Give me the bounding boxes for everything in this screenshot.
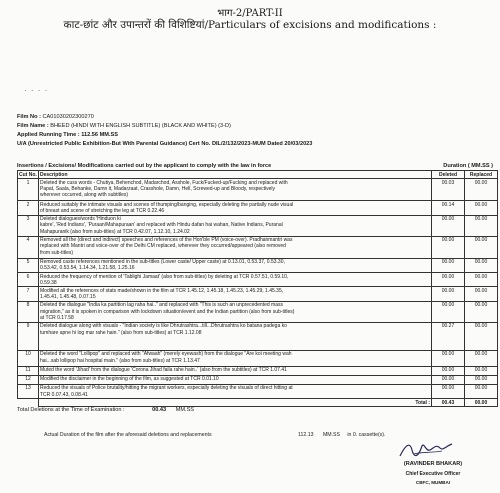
total-deletions-line — [17, 407, 194, 413]
cert-type: U/A (Unrestricted Public Exhibition-But With Parental Guidance) Cert No. — [17, 141, 211, 147]
cut-no-cell: 3 — [18, 215, 39, 236]
description-cell: Modified all the references of stats made/shown in the film at TCR 1.45.12, 1.45.18, 1.45.23, 1.45.29, 1.45.35, 1.45.41, 1.45.48, 0.07.15 — [39, 287, 432, 301]
description-cell: Removed all the (direct and indirect) speeches and references of the Hon'ble PM (voice-over). Pradhanmantri was replaced with Mantri and voice-over of the Delhi CM replaced, wherever they occurred/appeared (also removed from sub-titles) — [39, 236, 432, 258]
description-cell: Reduced suitably the intimate visuals and scenes of thumping/banging, especially deleting the partially nude visual of breast and scene of stretching the leg at TCR 0.22.46 — [39, 201, 432, 215]
replaced-cell: 00.00 — [465, 322, 498, 350]
actual-duration-values — [298, 432, 385, 438]
section-heading: काट-छांट और उपान्तरों की विशिष्टियां/Particulars of excisions and modifications : — [63, 19, 437, 31]
part-heading: भाग-2/PART-II — [217, 8, 283, 19]
deleted-cell: 00.27 — [432, 322, 465, 350]
replaced-cell: 00.00 — [465, 215, 498, 236]
total-deletions-unit: MM.SS — [175, 407, 195, 413]
cert-line — [17, 141, 312, 147]
replaced-cell: 00.00 — [465, 350, 498, 366]
description-cell: Deleted the cuss words - Chutiya, Behenchod, Madarchod, Asshole, Fuck/Fucked-up/Fucking and replaced with Papat, Saala, Behanke, Damn it, Madarzaat, Crasshole, Damn, Hell, Screwed-up and Bloody, respectively wherever occurred, along with subtitles) — [39, 179, 432, 201]
col-description: Description — [39, 171, 432, 179]
deleted-cell: 00.00 — [432, 258, 465, 272]
signatory-name: (RAVINDER BHAKAR) — [403, 461, 463, 467]
cut-no-cell: 8 — [18, 301, 39, 322]
deleted-cell: 00.00 — [432, 350, 465, 366]
actual-duration-value: 112.13 — [298, 432, 314, 438]
cut-no-cell: 1 — [18, 179, 39, 201]
excisions-table — [17, 170, 498, 407]
table-row — [18, 322, 498, 350]
table-row — [18, 201, 498, 215]
running-time-label: Applied Running Time : — [17, 132, 80, 138]
film-name-line — [17, 123, 231, 129]
table-row — [18, 215, 498, 236]
signature-block — [388, 446, 478, 486]
running-time-value: 112.56 MM.SS — [81, 132, 118, 138]
description-cell: Deleted the dialogue "India ka partition lag raha hai.." and replaced with "This is such an unprecedented mass migration," as it is spoken in comparison with lockdown situation/event and the Indian partition (also from sub-titles) at TCR 0.17.58 — [39, 301, 432, 322]
table-header-row — [18, 171, 498, 179]
replaced-cell: 00.00 — [465, 366, 498, 375]
col-cut-no: Cut No. — [19, 171, 37, 178]
table-row — [18, 366, 498, 375]
deleted-cell: 00.00 — [432, 287, 465, 301]
cut-no-cell: 9 — [18, 322, 39, 350]
film-no-value: CA01030202300270 — [42, 114, 94, 120]
total-spacer-cell — [18, 399, 39, 407]
table-row — [18, 179, 498, 201]
deleted-cell: 00.00 — [432, 384, 465, 398]
cert-no: DIL/2/132/2023-MUM — [211, 141, 266, 147]
description-cell: Reduced the visuals of Police brutality/hitting the migrant workers, especially deleting the visuals of direct hitting at TCR 0.07.43, 0.08.41 — [39, 384, 432, 398]
replaced-cell: 00.00 — [465, 375, 498, 384]
replaced-cell: 00.00 — [465, 258, 498, 272]
film-name-value: BHEED (HINDI WITH ENGLISH SUBTITLE) (BLACK AND WHITE) (3-D) — [50, 123, 231, 129]
table-title-line — [17, 163, 497, 169]
description-cell: Deleted dialogues/words 'Hinduon ki kabre', 'Red Indians', 'Puraan/Mahapuraan' and replaced with Hindu dafan hai wahan, Native Indians, Puranal Mahapuranik (also from sub-titles) at TCR 0.42.07, 1.12.10, 1.24.02 — [39, 215, 432, 236]
description-cell: Deleted the word "Lollipop" and replaced with "Afwaah" (merely eyewash) from the dialogue "Are koi meeting wah hai...sab lollipop hai hospital main." (also from sub-titles) at TCR 1.13.47 — [39, 350, 432, 366]
replaced-cell: 00.00 — [465, 273, 498, 287]
deleted-cell: 00.03 — [432, 179, 465, 201]
deleted-cell: 00.14 — [432, 201, 465, 215]
total-deletions-value: 00.43 — [152, 407, 167, 413]
film-no-line — [17, 114, 94, 120]
deleted-cell: 00.00 — [432, 375, 465, 384]
replaced-cell: 00.00 — [465, 236, 498, 258]
total-deletions-label: Total Deletions at the Time of Examination : — [17, 407, 125, 413]
table-row — [18, 384, 498, 398]
table-row — [18, 301, 498, 322]
film-no-label: Film No : — [17, 114, 41, 120]
description-cell: Removed caste references mentioned in the sub-titles (Lower caste/ Upper caste) at 0.13.01, 0.53.37, 0.53.30, 0.53.42, 0.53.54, 1.14.34, 1.21.58, 1.25.16 — [39, 258, 432, 272]
signatory-org: CBFC, MUMBAI — [415, 480, 451, 485]
signatory-title: Chief Executive Officer — [405, 471, 461, 477]
faded-stamp-text: · · · · — [24, 86, 49, 95]
cut-no-cell: 12 — [18, 375, 39, 384]
col-replaced: Replaced — [465, 171, 498, 179]
cert-dated: 20/03/2023 — [284, 141, 313, 147]
col-deleted: Deleted — [432, 171, 465, 179]
signature-mark — [396, 438, 456, 462]
deleted-cell: 00.00 — [432, 236, 465, 258]
table-row — [18, 375, 498, 384]
cert-dated-label: Dated — [267, 141, 283, 147]
deleted-cell: 00.00 — [432, 301, 465, 322]
table-title: Insertions / Excisions/ Modifications carried out by the applicant to comply with the law in force — [17, 163, 272, 169]
duration-header: Duration ( MM.SS ) — [443, 163, 493, 169]
cassettes-text: in 0. cassette(s). — [347, 432, 386, 438]
description-cell: Modified the disclaimer in the beginning of the film, as suggested at TCR 0.01.10 — [39, 375, 432, 384]
cut-no-cell: 11 — [18, 366, 39, 375]
cut-no-cell: 13 — [18, 384, 39, 398]
deleted-cell: 00.00 — [432, 215, 465, 236]
cut-no-cell: 2 — [18, 201, 39, 215]
actual-duration-label: Actual Duration of the film after the aforesaid deletions and replacements — [44, 432, 212, 438]
replaced-cell: 00.00 — [465, 287, 498, 301]
table-row — [18, 273, 498, 287]
description-cell: Deleted dialogue along with visuals - "Indian society is like Dhrutrashtra...till...Dhrutrashtra ko batana padega ko tumhare apne hi log mar rahe hain." (also from sub-titles) at TCR 1.12.08 — [39, 322, 432, 350]
cut-no-cell: 7 — [18, 287, 39, 301]
cut-no-cell: 4 — [18, 236, 39, 258]
film-name-label: Film Name : — [17, 123, 49, 129]
table-row — [18, 287, 498, 301]
actual-duration-unit: MM.SS — [322, 432, 340, 438]
replaced-cell: 00.00 — [465, 201, 498, 215]
deleted-cell: 00.00 — [432, 273, 465, 287]
description-cell: Muted the word 'Jihad' from the dialogue 'Corona Jihad faila rahe hain..' (also from the subtitles) at TCR 1.07.41 — [39, 366, 432, 375]
total-row — [18, 399, 498, 407]
total-replaced: 00.00 — [465, 399, 498, 407]
table-row — [18, 350, 498, 366]
replaced-cell: 00.00 — [465, 301, 498, 322]
table-row — [18, 258, 498, 272]
actual-duration-line — [44, 432, 212, 438]
running-time-line — [17, 132, 118, 138]
table-row — [18, 236, 498, 258]
replaced-cell: 00.00 — [465, 384, 498, 398]
description-cell: Reduced the frequency of mention of 'Tablighi Jamaat' (also from sub-titles) by deleting at TCR 0.57.51, 0.59.10, 0.59.38 — [39, 273, 432, 287]
cut-no-cell: 10 — [18, 350, 39, 366]
total-label: Total : — [39, 399, 432, 407]
replaced-cell: 00.00 — [465, 179, 498, 201]
total-deleted: 00.43 — [432, 399, 465, 407]
deleted-cell: 00.00 — [432, 366, 465, 375]
cut-no-cell: 6 — [18, 273, 39, 287]
cut-no-cell: 5 — [18, 258, 39, 272]
